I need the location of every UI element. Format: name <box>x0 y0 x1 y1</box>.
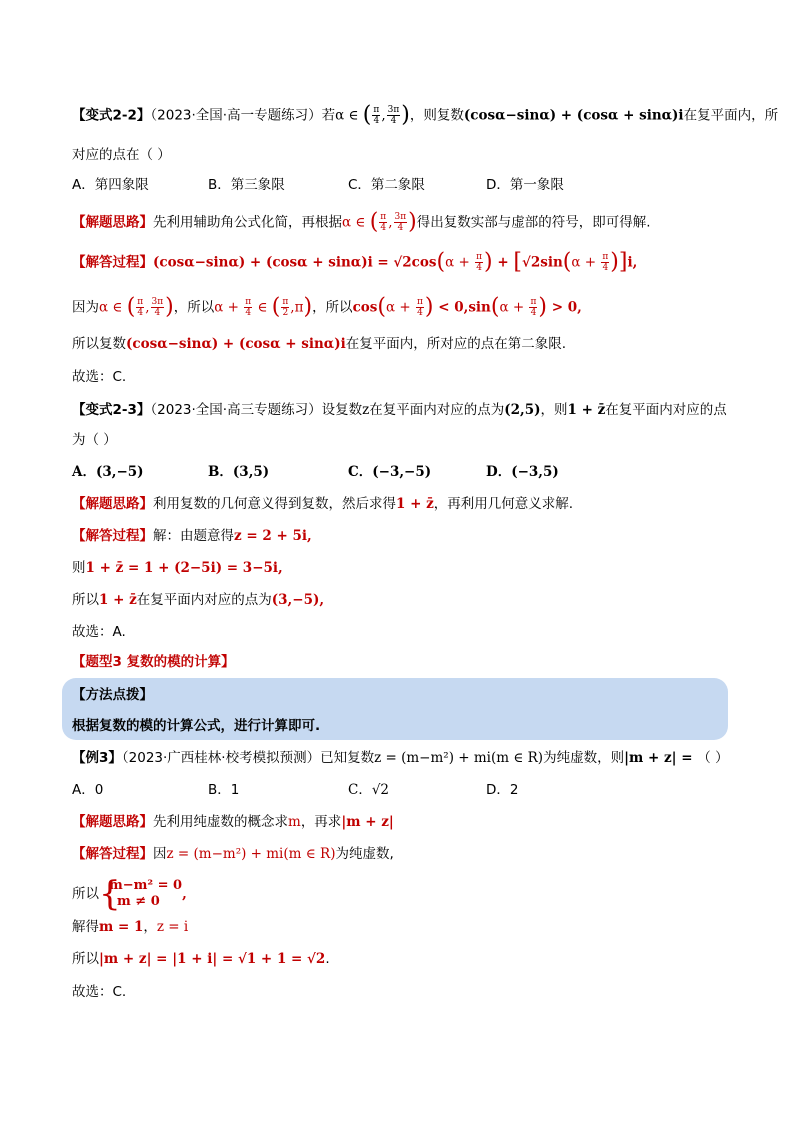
ex3-question: 【例3】（2023·广西桂林·校考模拟预测）已知复数z = (m−m²) + mi(m ∈ R)为纯虚数，则|m + z| = （ ） <box>72 750 729 766</box>
v23-option-d[interactable]: D．(−3,5) <box>486 464 559 480</box>
method-label: 【方法点拨】 <box>72 687 153 703</box>
ex3-option-a[interactable]: A．0 <box>72 782 104 798</box>
frac-3pi-4: $\frac{3\pi}{4}$ <box>387 105 400 126</box>
ex3-proc-line4: 所以|m + z| = |1 + i| = √1 + 1 = √2. <box>72 951 330 967</box>
type3-title: 【题型3 复数的模的计算】 <box>72 654 235 670</box>
v22-proc-line2: 因为α ∈ ( $\frac{\pi}{4}$ , $\frac{3\pi}{4}$ )，所以α + $\frac{\pi}{4}$ ∈ ( $\frac{\pi}{2}$ ,π)，所以cos(α + $\frac{\pi}{4}$ ) < 0,sin(α + $\frac{\pi}{4}$ ) > 0, <box>72 294 582 320</box>
ex3-idea: 【解题思路】先利用纯虚数的概念求m，再求|m + z| <box>72 814 394 830</box>
v22-proc-label: 【解答过程】 <box>72 254 153 271</box>
ex3-tag: 【例3】 <box>72 750 122 766</box>
v22-q-post: 在复平面内，所 <box>683 107 779 124</box>
ex3-proc-line3: 解得m = 1，z = i <box>72 919 189 935</box>
v22-source: （2023·全国·高一专题练习） <box>150 107 322 124</box>
v23-idea: 【解题思路】利用复数的几何意义得到复数，然后求得1 + z̄，再利用几何意义求解. <box>72 496 574 512</box>
v23-option-c[interactable]: C．(−3,−5) <box>348 464 432 480</box>
v22-idea: 【解题思路】先利用辅助角公式化简，再根据α ∈ ( $\frac{\pi}{4}$ , $\frac{3\pi}{4}$ )得出复数实部与虚部的符号，即可得解. <box>72 209 651 235</box>
paren-close: ) <box>401 102 410 128</box>
v23-question-line1: 【变式2-3】（2023·全国·高三专题练习）设复数z在复平面内对应的点为(2,5)，则1 + z̄在复平面内对应的点 <box>72 402 727 418</box>
v22-tag: 【变式2-2】 <box>72 107 151 124</box>
ex3-proc-line1: 【解答过程】因z = (m−m²) + mi(m ∈ R)为纯虚数, <box>72 846 394 862</box>
v23-proc-line1: 【解答过程】解：由题意得z = 2 + 5i, <box>72 528 312 544</box>
v22-option-b[interactable]: B．第三象限 <box>208 177 285 193</box>
v22-idea-post: 得出复数实部与虚部的符号，即可得解. <box>416 214 651 231</box>
v22-q-pre: 若 <box>321 107 336 124</box>
v22-q-comma: ，则复数 <box>409 107 464 124</box>
ex3-option-c[interactable]: C．√2 <box>348 782 390 798</box>
v22-proc-line1: 【解答过程】(cosα−sinα) + (cosα + sinα)i = √2cos(α + $\frac{\pi}{4}$ ) + [√2sin(α + $\frac{\pi}{4}$ )]i, <box>72 249 638 275</box>
v23-question-line2: 为（ ） <box>72 432 117 448</box>
ex3-answer: 故选：C. <box>72 984 127 1000</box>
v23-options <box>72 462 722 482</box>
v22-alpha-in: α ∈ <box>335 107 363 124</box>
v22-idea-pre: 先利用辅助角公式化简，再根据 <box>153 214 342 231</box>
v23-tag: 【变式2-3】 <box>72 402 151 418</box>
v22-options <box>72 175 722 195</box>
equation-system: { m−m² = 0 m ≠ 0 <box>99 874 183 914</box>
v22-option-d[interactable]: D．第一象限 <box>486 177 564 193</box>
paren-open: ( <box>362 102 372 128</box>
frac-pi-4: $\frac{\pi}{4}$ <box>373 105 380 126</box>
v22-q-expr: (cosα−sinα) + (cosα + sinα)i <box>463 107 684 124</box>
v22-answer: 故选：C. <box>72 369 127 385</box>
v23-answer: 故选：A. <box>72 624 126 640</box>
v22-option-c[interactable]: C．第二象限 <box>348 177 425 193</box>
ex3-options <box>72 780 722 800</box>
ex3-proc-line2: 所以 { m−m² = 0 m ≠ 0 , <box>72 874 187 914</box>
v22-question-line2: 对应的点在（ ） <box>72 147 171 163</box>
v22-idea-label: 【解题思路】 <box>72 214 153 231</box>
ex3-option-b[interactable]: B．1 <box>208 782 240 798</box>
v23-option-b[interactable]: B．(3,5) <box>208 464 270 480</box>
v22-option-a[interactable]: A．第四象限 <box>72 177 149 193</box>
ex3-option-d[interactable]: D．2 <box>486 782 519 798</box>
v22-question-line1: 【变式2-2】（2023·全国·高一专题练习）若α ∈ ( $\frac{\pi}{4}$ , $\frac{3\pi}{4}$ )，则复数(cosα−sinα) + (cosα + sinα)i在复平面内，所 <box>72 102 779 128</box>
v23-proc-line2: 则1 + z̄ = 1 + (2−5i) = 3−5i, <box>72 560 283 576</box>
v23-proc-line3: 所以1 + z̄在复平面内对应的点为(3,−5), <box>72 592 325 608</box>
v23-option-a[interactable]: A．(3,−5) <box>72 464 144 480</box>
method-text: 根据复数的模的计算公式，进行计算即可. <box>72 718 321 734</box>
v22-proc-line3: 所以复数(cosα−sinα) + (cosα + sinα)i在复平面内，所对应的点在第二象限. <box>72 336 567 352</box>
